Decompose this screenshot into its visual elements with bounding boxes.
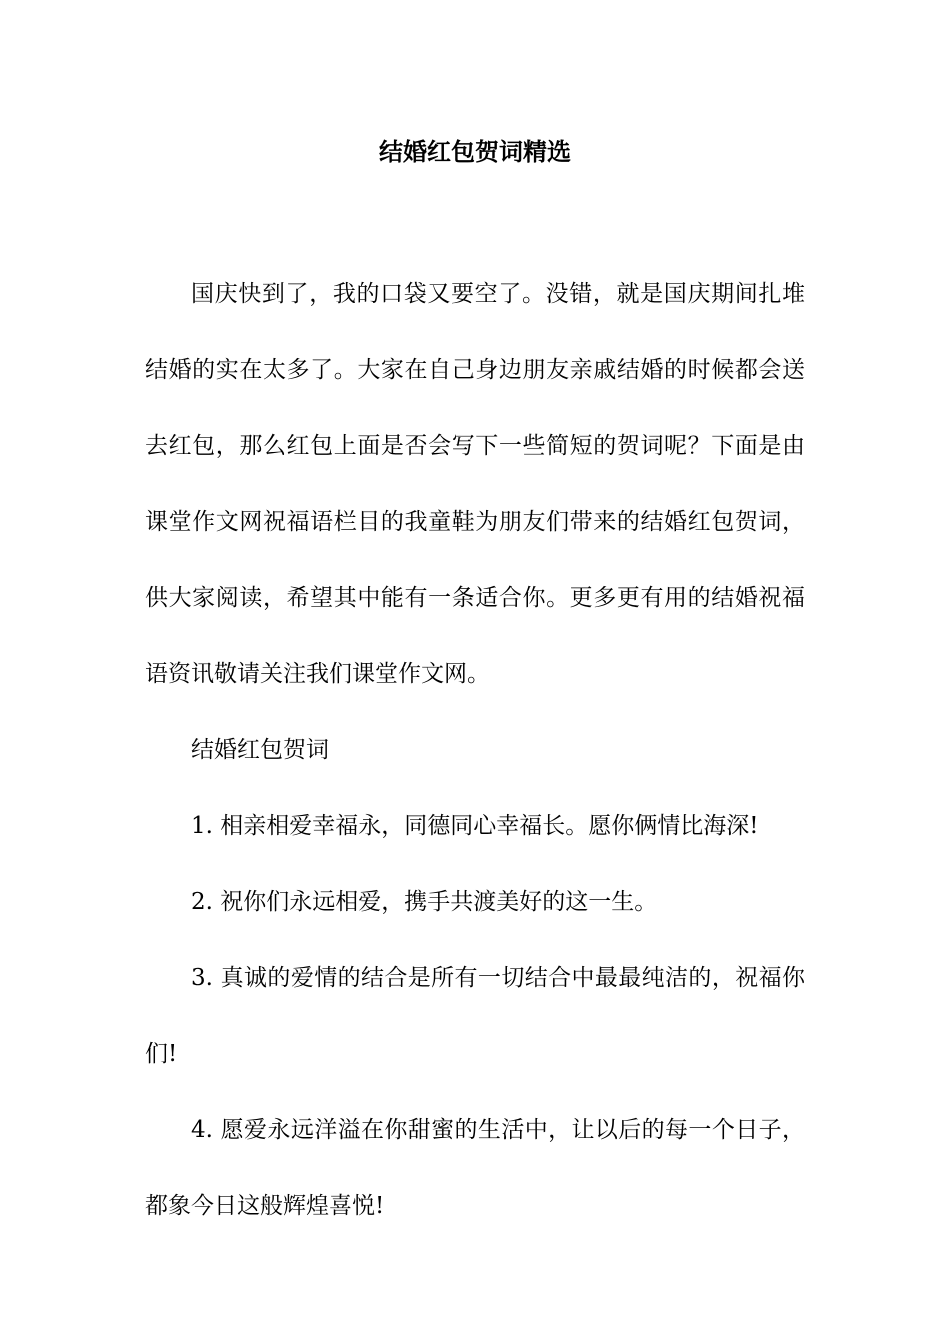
list-item: 3. 真诚的爱情的结合是所有一切结合中最最纯洁的，祝福你们! bbox=[145, 965, 805, 1067]
document-title: 结婚红包贺词精选 bbox=[379, 137, 571, 166]
document-body bbox=[145, 256, 805, 1244]
list-item: 2. 祝你们永远相爱，携手共渡美好的这一生。 bbox=[191, 889, 658, 915]
list-item: 4. 愿爱永远洋溢在你甜蜜的生活中，让以后的每一个日子，都象今日这般辉煌喜悦! bbox=[145, 1117, 805, 1219]
list-item: 1. 相亲相爱幸福永，同德同心幸福长。愿你俩情比海深! bbox=[191, 813, 759, 839]
intro-paragraph: 国庆快到了，我的口袋又要空了。没错，就是国庆期间扎堆结婚的实在太多了。大家在自己身边朋友亲戚结婚的时候都会送去红包，那么红包上面是否会写下一些简短的贺词呢？下面是由课堂作文网祝福语栏目的我童鞋为朋友们带来的结婚红包贺词，供大家阅读，希望其中能有一条适合你。更多更有用的结婚祝福语资讯敬请关注我们课堂作文网。 bbox=[145, 281, 805, 687]
section-heading: 结婚红包贺词 bbox=[191, 737, 329, 763]
